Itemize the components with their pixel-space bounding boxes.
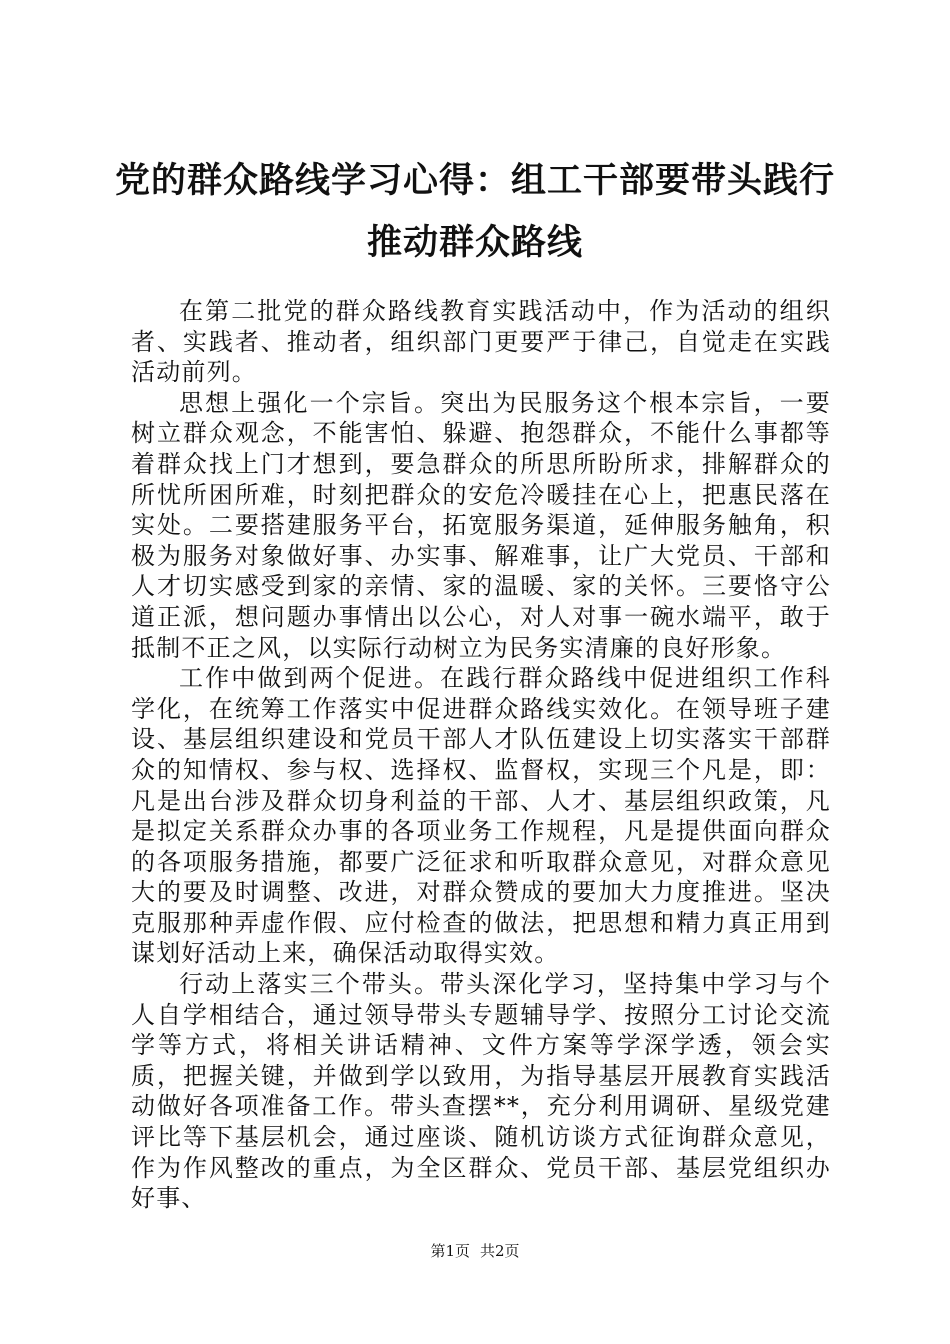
document-title-line-2: 推动群众路线 (366, 222, 583, 263)
document-body (131, 296, 831, 1214)
page-footer (0, 1241, 950, 1261)
page-number: 第1页 (430, 1242, 470, 1260)
paragraph-thought: 思想上强化一个宗旨。突出为民服务这个根本宗旨，一要树立群众观念，不能害怕、躲避、抱怨群众，不能什么事都等着群众找上门才想到，要急群众的所思所盼所求，排解群众的所忧所困所难，时刻把群众的安危冷暖挂在心上，把惠民落在实处。二要搭建服务平台，拓宽服务渠道，延伸服务触角，积极为服务对象做好事、办实事、解难事，让广大党员、干部和人才切实感受到家的亲情、家的温暖、家的关怀。三要恪守公道正派，想问题办事情出以公心，对人对事一碗水端平，敢于抵制不正之风，以实际行动树立为民务实清廉的良好形象。 (131, 388, 831, 662)
paragraph-action: 行动上落实三个带头。带头深化学习，坚持集中学习与个人自学相结合，通过领导带头专题辅导学、按照分工讨论交流学等方式，将相关讲话精神、文件方案等学深学透，领会实质，把握关键，并做到学以致用，为指导基层开展教育实践活动做好各项准备工作。带头查摆**，充分利用调研、星级党建评比等下基层机会，通过座谈、随机访谈方式征询群众意见，作为作风整改的重点，为全区群众、党员干部、基层党组织办好事、 (131, 970, 831, 1213)
paragraph-work: 工作中做到两个促进。在践行群众路线中促进组织工作科学化，在统筹工作落实中促进群众路线实效化。在领导班子建设、基层组织建设和党员干部人才队伍建设上切实落实干部群众的知情权、参与权、选择权、监督权，实现三个凡是，即：凡是出台涉及群众切身利益的干部、人才、基层组织政策，凡是拟定关系群众办事的各项业务工作规程，凡是提供面向群众的各项服务措施，都要广泛征求和听取群众意见，对群众意见大的要及时调整、改进，对群众赞成的要加大力度推进。坚决克服那种弄虚作假、应付检查的做法，把思想和精力真正用到谋划好活动上来，确保活动取得实效。 (131, 664, 831, 968)
page-total: 共2页 (480, 1242, 520, 1260)
document-title-line-1: 党的群众路线学习心得：组工干部要带头践行 (114, 160, 835, 201)
paragraph-intro: 在第二批党的群众路线教育实践活动中，作为活动的组织者、实践者、推动者，组织部门更要严于律己，自觉走在实践活动前列。 (131, 297, 831, 387)
